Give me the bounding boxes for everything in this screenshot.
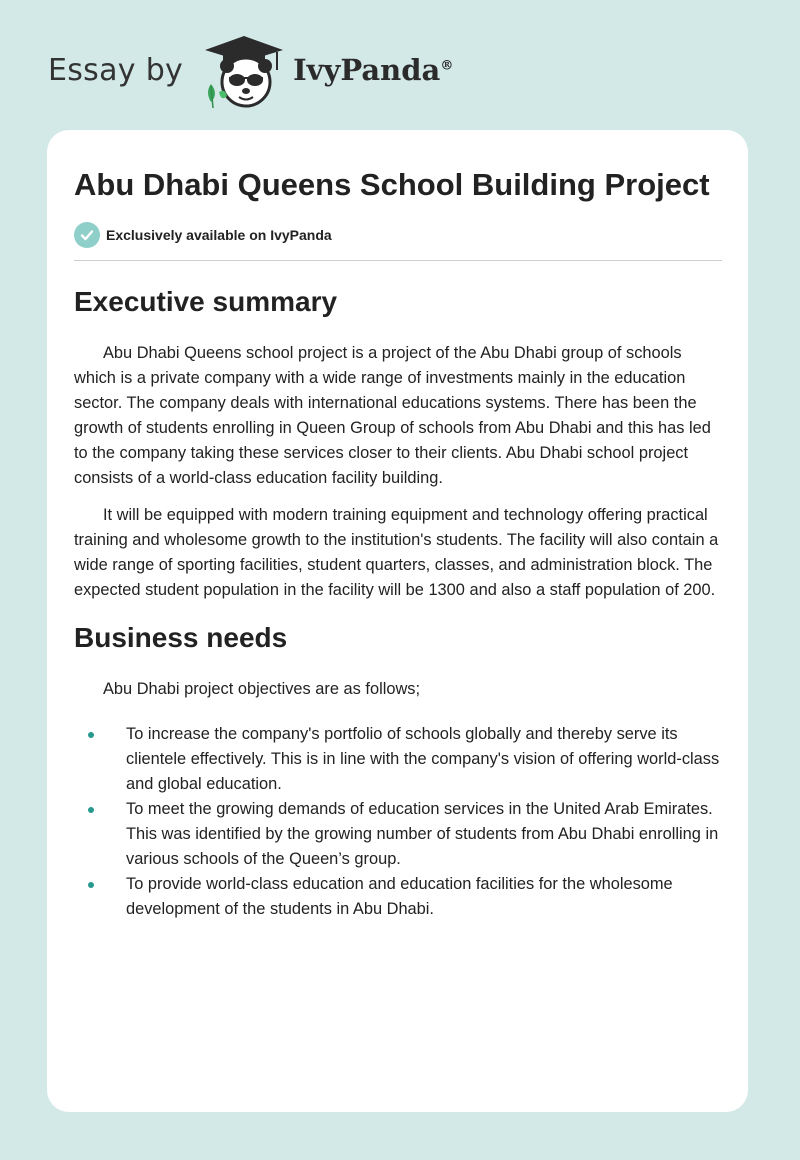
checkmark-icon (74, 222, 100, 248)
section-executive-summary (74, 285, 722, 603)
exclusive-badge (74, 222, 722, 261)
bullet-dot (88, 807, 94, 813)
objectives-list (74, 722, 722, 922)
brand-name[interactable]: IvyPanda® (293, 53, 454, 87)
site-header (48, 30, 453, 110)
section-business-needs (74, 621, 722, 922)
list-item: To meet the growing demands of education services in the United Arab Emirates. This was identified by the growing number of students from Abu Dhabi enrolling in various schools of the Queen’s group. (74, 797, 722, 872)
list-item: To provide world-class education and education facilities for the wholesome development of the students in Abu Dhabi. (74, 872, 722, 922)
list-item: To increase the company's portfolio of schools globally and thereby serve its clientele effectively. This is in line with the company's vision of offering world-class and global education. (74, 722, 722, 797)
essay-by-label: Essay by (48, 52, 184, 88)
badge-text: Exclusively available on IvyPanda (106, 227, 332, 243)
paragraph: Abu Dhabi project objectives are as follows; (103, 680, 421, 698)
paragraph: Abu Dhabi Queens school project is a project of the Abu Dhabi group of schools which is a private company with a wide range of investments mainly in the education sector. The company deals with international educations systems. There has been the growth of students enrolling in Queen Group of schools from Abu Dhabi and this has led to the company taking these services closer to their clients. Abu Dhabi school project consists of a world-class education facility building. (74, 344, 711, 487)
section-heading: Business needs (74, 622, 288, 653)
page-title: Abu Dhabi Queens School Building Project (74, 167, 710, 202)
panda-graduate-icon[interactable] (199, 30, 289, 110)
bullet-dot (88, 882, 94, 888)
bullet-dot (88, 732, 94, 738)
essay-card (47, 130, 748, 1112)
section-heading: Executive summary (74, 286, 338, 317)
paragraph: It will be equipped with modern training equipment and technology offering practical training and wholesome growth to the institution's students. The facility will also contain a wide range of sporting facilities, student quarters, classes, and administration block. The expected student population in the facility will be 1300 and also a staff population of 200. (74, 506, 719, 599)
